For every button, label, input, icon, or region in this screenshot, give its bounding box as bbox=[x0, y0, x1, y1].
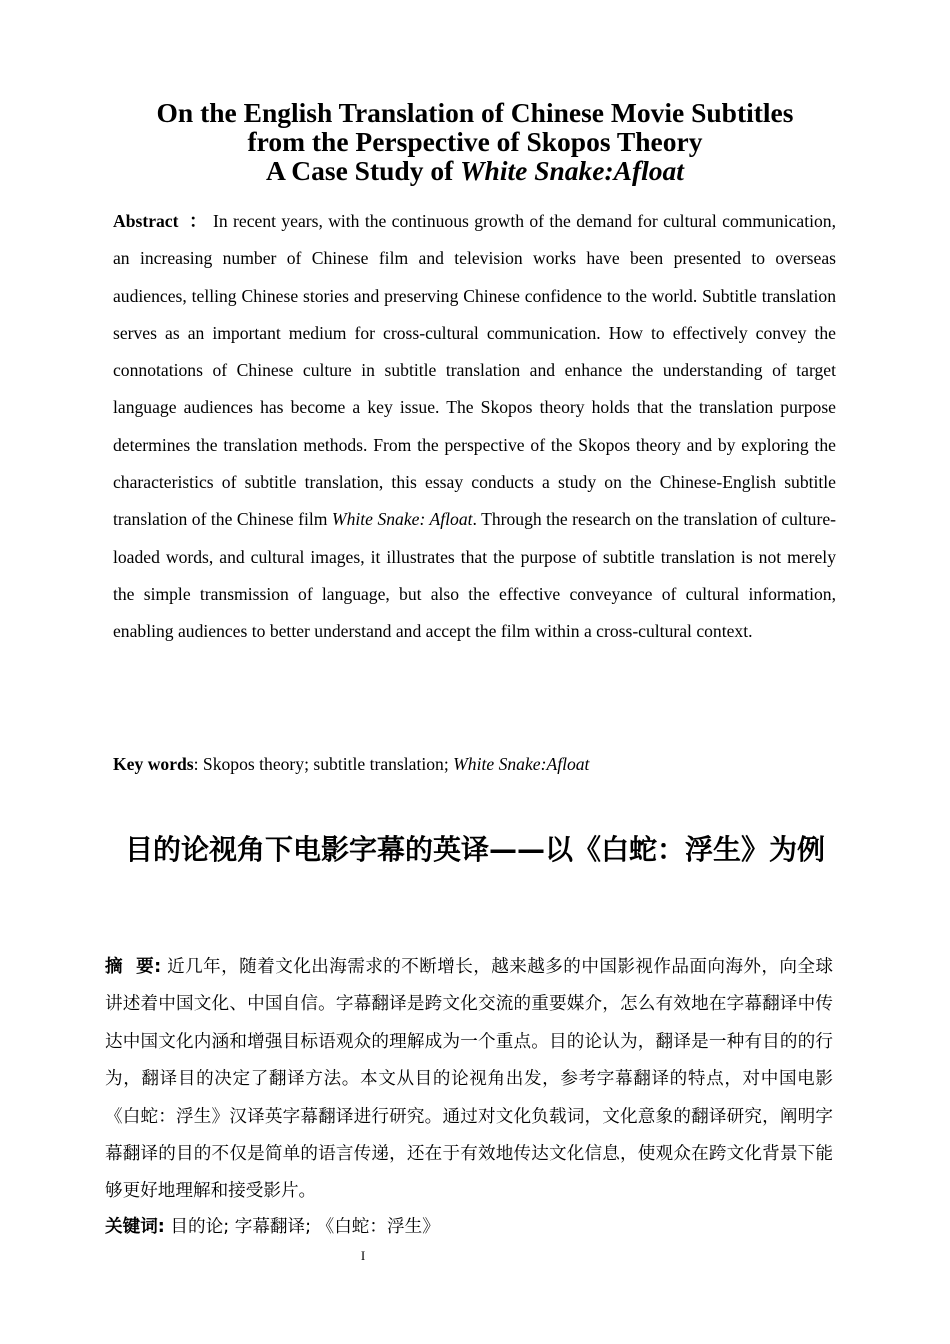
english-keywords bbox=[113, 746, 836, 783]
abstract-film-name: White Snake: Afloat bbox=[331, 509, 473, 530]
cn-abstract-text: 近几年，随着文化出海需求的不断增长，越来越多的中国影视作品面向海外，向全球讲述着中国文化、中国自信。字幕翻译是跨文化交流的重要媒介，怎么有效地在字幕翻译中传达中国文化内涵和增强目标语观众的理解成为一个重点。目的论认为，翻译是一种有目的的行为，翻译目的决定了翻译方法。本文从目的论视角出发，参考字幕翻译的特点，对中国电影《白蛇：浮生》汉译英字幕翻译进行研究。通过对文化负载词，文化意象的翻译研究，阐明字幕翻译的目的不仅是简单的语言传递，还在于有效地传达文化信息，使观众在跨文化背景下能够更好地理解和接受影片。 bbox=[105, 957, 834, 1202]
title-line-1: On the English Translation of Chinese Movie Subtitles bbox=[156, 97, 794, 128]
cn-keywords-label: 关键词: bbox=[105, 1217, 165, 1237]
abstract-colon: ： bbox=[189, 211, 208, 231]
chinese-abstract bbox=[105, 949, 833, 1211]
abstract-text-1: In recent years, with the continuous growth of the demand for cultural communication, an increasing number of Chinese film and television works have been presented to overseas audiences, telling Chinese stories and preserving Chinese confidence to the world. Subtitle translation serves as an important medium for cross-cultural communication. How to effectively convey the connotations of Chinese culture in subtitle translation and enhance the understanding of target language audiences has become a key issue. The Skopos theory holds that the translation purpose determines the translation methods. From the perspective of the Skopos theory and by exploring the characteristics of subtitle translation, this essay conducts a study on the Chinese-English subtitle translation of the Chinese film bbox=[113, 211, 836, 530]
keywords-text: : Skopos theory; subtitle translation; bbox=[193, 754, 454, 774]
keywords-film-name: White Snake:Afloat bbox=[453, 754, 590, 774]
cn-abstract-label: 摘 要: bbox=[105, 957, 162, 977]
cn-keywords-text: 目的论; 字幕翻译; 《白蛇：浮生》 bbox=[170, 1217, 440, 1237]
english-title bbox=[0, 98, 950, 185]
title-film-name: White Snake:Afloat bbox=[460, 155, 684, 186]
chinese-keywords bbox=[105, 1210, 833, 1244]
title-line-2: from the Perspective of Skopos Theory bbox=[247, 126, 703, 157]
chinese-title: 目的论视角下电影字幕的英译——以《白蛇：浮生》为例 bbox=[124, 833, 825, 866]
abstract-label: Abstract bbox=[113, 211, 179, 231]
title-line-3-prefix: A Case Study of bbox=[266, 155, 461, 186]
abstract-text-2: . Through the research on the translation of culture-loaded words, and cultural images, it illustrates that the purpose of subtitle translation is not merely the simple transmission of language, but also the effective conveyance of cultural information, enabling audiences to better understand and accept the film within a cross-cultural context. bbox=[113, 509, 836, 642]
page-number: I bbox=[360, 1248, 366, 1263]
english-abstract bbox=[113, 203, 836, 651]
keywords-label: Key words bbox=[113, 754, 194, 774]
title-line-3 bbox=[0, 156, 950, 185]
